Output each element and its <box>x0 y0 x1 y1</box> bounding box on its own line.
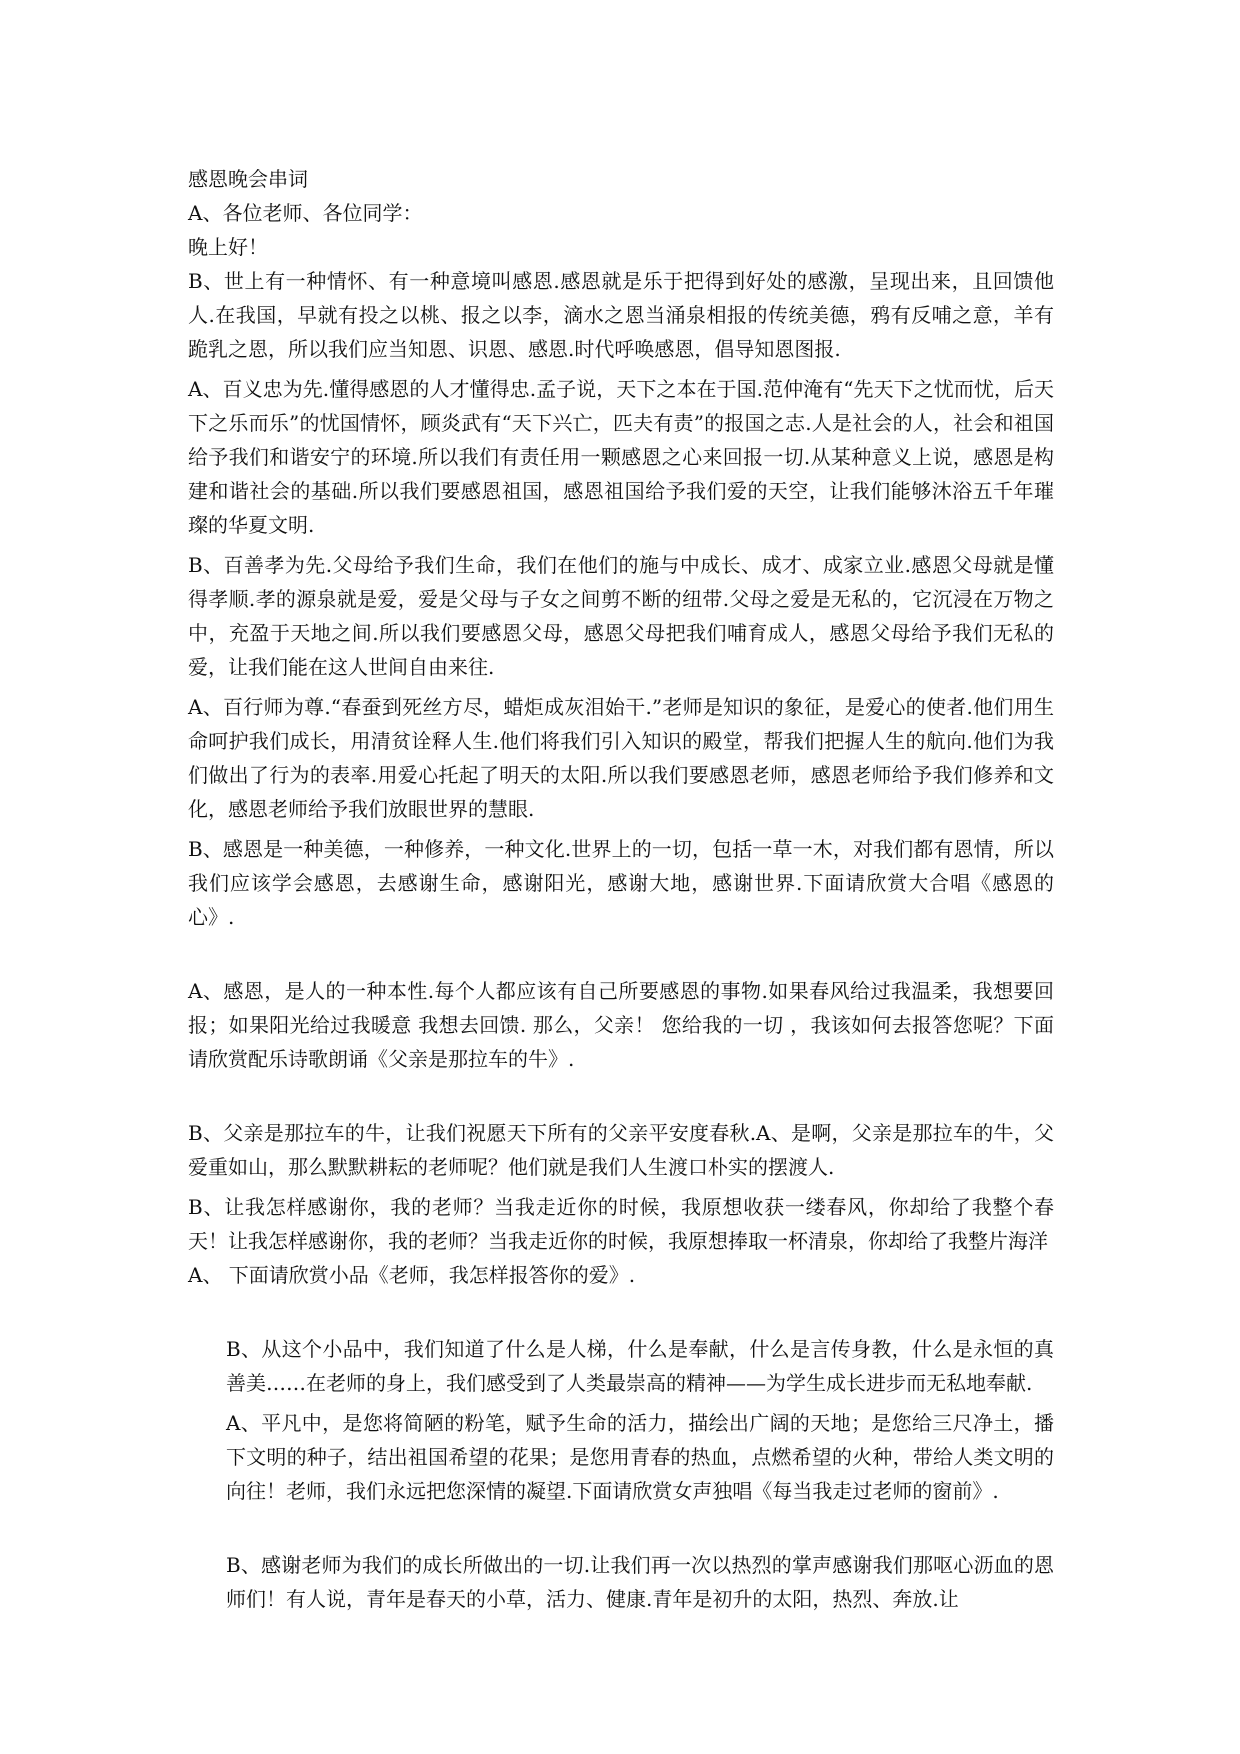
document-body <box>188 162 1054 1622</box>
paragraph: B、从这个小品中，我们知道了什么是人梯，什么是奉献，什么是言传身教，什么是永恒的真善美……在老师的身上，我们感受到了人类最崇高的精神——为学生成长进步而无私地奉献. <box>226 1337 1054 1395</box>
paragraph: B、父亲是那拉车的牛，让我们祝愿天下所有的父亲平安度春秋.A、是啊，父亲是那拉车的牛，父爱重如山，那么默默耕耘的老师呢？他们就是我们人生渡口朴实的摆渡人. <box>188 1121 1054 1179</box>
paragraph: B、感谢老师为我们的成长所做出的一切.让我们再一次以热烈的掌声感谢我们那呕心沥血的恩师们！有人说，青年是春天的小草，活力、健康.青年是初升的太阳，热烈、奔放.让 <box>226 1553 1054 1611</box>
greeting-line: 晚上好！ <box>188 235 268 259</box>
paragraph: A、 下面请欣赏小品《老师，我怎样报答你的爱》. <box>188 1263 636 1287</box>
greeting-line: A、各位老师、各位同学： <box>188 201 423 225</box>
paragraph: A、百义忠为先.懂得感恩的人才懂得忠.孟子说，天下之本在于国.范仲淹有“先天下之忧而忧，后天下之乐而乐”的忧国情怀，顾炎武有“天下兴亡，匹夫有责”的报国之志.人是社会的人，社会和祖国给予我们和谐安宁的环境.所以我们有责任用一颗感恩之心来回报一切.从某种意义上说，感恩是构建和谐社会的基础.所以我们要感恩祖国，感恩祖国给予我们爱的天空，让我们能够沐浴五千年璀璨的华夏文明. <box>188 377 1054 537</box>
paragraph: B、世上有一种情怀、有一种意境叫感恩.感恩就是乐于把得到好处的感激，呈现出来，且回馈他人.在我国，早就有投之以桃、报之以李，滴水之恩当涌泉相报的传统美德，鸦有反哺之意，羊有跪乳之恩，所以我们应当知恩、识恩、感恩.时代呼唤感恩，倡导知恩图报. <box>188 269 1054 361</box>
paragraph: B、百善孝为先.父母给予我们生命，我们在他们的施与中成长、成才、成家立业.感恩父母就是懂得孝顺.孝的源泉就是爱，爱是父母与子女之间剪不断的纽带.父母之爱是无私的，它沉浸在万物之中，充盈于天地之间.所以我们要感恩父母，感恩父母把我们哺育成人，感恩父母给予我们无私的爱，让我们能在这人世间自由来往. <box>188 553 1054 679</box>
paragraph: B、让我怎样感谢你，我的老师？当我走近你的时候，我原想收获一缕春风，你却给了我整个春天！让我怎样感谢你，我的老师？当我走近你的时候，我原想捧取一杯清泉，你却给了我整片海洋 <box>188 1195 1054 1253</box>
document-title: 感恩晚会串词 <box>188 167 308 191</box>
blank-line <box>188 1514 1054 1548</box>
paragraph: A、平凡中，是您将简陋的粉笔，赋予生命的活力，描绘出广阔的天地；是您给三尺净土，播下文明的种子，结出祖国希望的花果；是您用青春的热血，点燃希望的火种，带给人类文明的向往！老师，我们永远把您深情的凝望.下面请欣赏女声独唱《每当我走过老师的窗前》. <box>226 1411 1054 1503</box>
blank-line <box>188 1298 1054 1332</box>
paragraph: B、感恩是一种美德，一种修养，一种文化.世界上的一切，包括一草一木，对我们都有恩情，所以我们应该学会感恩，去感谢生命，感谢阳光，感谢大地，感谢世界.下面请欣赏大合唱《感恩的心》. <box>188 837 1054 929</box>
paragraph: A、百行师为尊.“春蚕到死丝方尽，蜡炬成灰泪始干.”老师是知识的象征，是爱心的使者.他们用生命呵护我们成长，用清贫诠释人生.他们将我们引入知识的殿堂，帮我们把握人生的航向.他们为我们做出了行为的表率.用爱心托起了明天的太阳.所以我们要感恩老师，感恩老师给予我们修养和文化，感恩老师给予我们放眼世界的慧眼. <box>188 695 1054 821</box>
paragraph: A、感恩，是人的一种本性.每个人都应该有自己所要感恩的事物.如果春风给过我温柔，我想要回报；如果阳光给过我暖意 我想去回馈. 那么，父亲！ 您给我的一切 ，我该如何去报答您呢？下面请欣赏配乐诗歌朗诵《父亲是那拉车的牛》. <box>188 979 1054 1071</box>
blank-line <box>188 940 1054 974</box>
blank-line <box>188 1082 1054 1116</box>
